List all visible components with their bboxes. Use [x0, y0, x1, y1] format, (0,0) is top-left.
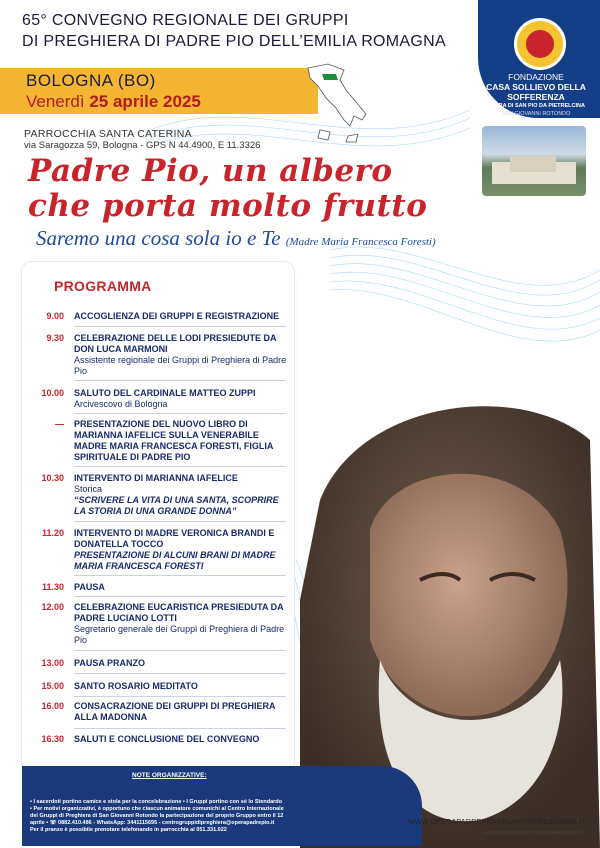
main-title-line-2: che porta molto frutto — [28, 188, 428, 224]
item-heading: SANTO ROSARIO MEDITATO — [74, 681, 198, 691]
item-heading: PAUSA PRANZO — [74, 658, 146, 668]
parish-address: via Saragozza 59, Bologna - GPS N 44.4900, E 11.3326 — [24, 140, 261, 151]
item-time: — — [55, 419, 64, 429]
programme-title: PROGRAMMA — [54, 278, 152, 294]
foundation-line-3: SOFFERENZA — [507, 92, 565, 102]
item-heading: SALUTI E CONCLUSIONE DEL CONVEGNO — [74, 734, 260, 744]
subtitle-attribution: (Madre Maria Francesca Foresti) — [285, 236, 436, 248]
italy-map-icon — [300, 60, 370, 150]
item-quote: PRESENTAZIONE DI ALCUNI BRANI DI MADRE MARIA FRANCESCA FORESTI — [74, 550, 276, 571]
item-time: 11.30 — [41, 582, 64, 592]
divider — [74, 413, 286, 414]
hospital-building-upper — [510, 156, 556, 172]
note-line: Per il pranzo è possibile prenotare telefonando in parrocchia al 051.331.022 — [30, 827, 227, 833]
item-heading: INTERVENTO DI MADRE VERONICA BRANDI E DONATELLA TOCCO — [74, 528, 275, 549]
event-date — [26, 92, 201, 112]
parish-name: PARROCCHIA SANTA CATERINA — [24, 128, 192, 140]
divider — [74, 696, 286, 697]
item-heading: ACCOGLIENZA DEI GRUPPI E REGISTRAZIONE — [74, 311, 280, 321]
item-heading: CELEBRAZIONE EUCARISTICA PRESIEDUTA DA PADRE LUCIANO LOTTI — [74, 602, 284, 623]
notes-title: NOTE ORGANIZZATIVE: — [132, 772, 207, 779]
item-time: 9.00 — [46, 311, 64, 321]
foundation-line-1: FONDAZIONE — [508, 72, 564, 82]
date-prefix: Venerdì — [26, 92, 85, 111]
item-subtitle: Arcivescovo di Bologna — [74, 399, 168, 409]
header-line-2: DI PREGHIERA DI PADRE PIO DELL’EMILIA ROMAGNA — [22, 33, 446, 50]
divider — [74, 521, 286, 522]
divider — [74, 650, 286, 651]
item-subtitle: Assistente regionale dei Gruppi di Preghiera di Padre Pio — [74, 355, 287, 376]
divider — [74, 728, 286, 729]
item-time: 9.30 — [46, 333, 64, 343]
item-subtitle: Storica — [74, 484, 103, 494]
divider — [74, 673, 286, 674]
header-line-1: 65° CONVEGNO REGIONALE DEI GRUPPI — [22, 12, 349, 29]
item-heading: PRESENTAZIONE DEL NUOVO LIBRO DI MARIANNA IAFELICE SULLA VENERABILE MADRE MARIA FRANCESCA FORESTI, FIGLIA SPIRITUALE DI PADRE PIO — [74, 419, 273, 462]
item-time: 16.30 — [41, 734, 64, 744]
divider — [74, 466, 286, 467]
subtitle — [36, 226, 436, 251]
item-time: 16.00 — [41, 701, 64, 711]
divider — [74, 596, 286, 597]
note-line: • Per motivi organizzativi, è opportuno che ciascun animatore comunichi al Centro Internazionale — [30, 806, 284, 812]
item-heading: CONSACRAZIONE DEI GRUPPI DI PREGHIERA ALLA MADONNA — [74, 701, 276, 722]
foundation-line-4: OPERA DI SAN PIO DA PIETRELCINA — [487, 103, 585, 109]
item-time: 10.00 — [41, 388, 64, 398]
item-heading: SALUTO DEL CARDINALE MATTEO ZUPPI — [74, 388, 256, 398]
item-time: 10.30 — [41, 473, 64, 483]
foundation-line-2: CASA SOLLIEVO DELLA — [486, 82, 586, 92]
event-city: BOLOGNA (BO) — [26, 71, 156, 90]
note-line: • I sacerdoti portino camice e stola per la concelebrazione • I Gruppi portino con sé lo Stendardo — [30, 799, 283, 805]
divider — [74, 380, 286, 381]
item-quote: “SCRIVERE LA VITA DI UNA SANTA, SCOPRIRE LA STORIA DI UNA GRANDE DONNA” — [74, 495, 279, 516]
note-line: dei Gruppi di Preghiera di San Giovanni Rotondo la partecipazione del proprio Gruppo entro il 12 — [30, 813, 284, 819]
hospital-photo — [482, 126, 586, 196]
foundation-logo-heart-icon — [526, 30, 554, 58]
item-subtitle: Segretario generale dei Gruppi di Preghiera di Padre Pio — [74, 624, 285, 645]
website-link[interactable]: WWW.OPERAPADREPIO/GRUPPIDIPREGHIERA.IT — [407, 819, 586, 826]
main-title-line-1: Padre Pio, un albero — [28, 153, 393, 189]
item-time: 12.00 — [41, 602, 64, 612]
item-heading: CELEBRAZIONE DELLE LODI PRESIEDUTE DA DON LUCA MARMONI — [74, 333, 277, 354]
date-bold: 25 aprile 2025 — [89, 92, 201, 111]
foundation-line-5: SAN GIOVANNI ROTONDO — [501, 111, 571, 117]
subtitle-text: Saremo una cosa sola io e Te — [36, 226, 281, 250]
item-time: 13.00 — [41, 658, 64, 668]
divider — [74, 326, 286, 327]
item-heading: INTERVENTO DI MARIANNA IAFELICE — [74, 473, 238, 483]
item-time: 15.00 — [41, 681, 64, 691]
email-link[interactable]: centrogruppidipreghiera@operapadrepio.it — [482, 830, 586, 836]
note-line: aprile • ☏ 0882.410.486 - WhatsApp: 3441115695 - centrogruppidipreghiera@operapadrepio.it — [30, 820, 275, 826]
divider — [74, 575, 286, 576]
item-heading: PAUSA — [74, 582, 105, 592]
item-time: 11.20 — [41, 528, 64, 538]
